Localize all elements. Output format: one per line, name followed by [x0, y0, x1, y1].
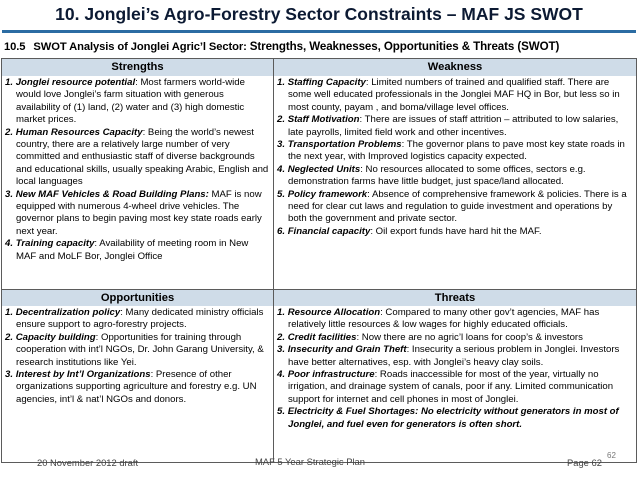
item-label: Transportation Problems — [287, 139, 402, 151]
title-divider — [2, 30, 636, 33]
item-number: 4. — [5, 238, 14, 250]
section-heading: Strengths, Weaknesses, Opportunities & Threats (SWOT) — [249, 40, 560, 53]
item-text: : Roads inaccessible for most of the year, virtually no irrigation, and drainage system of canals, poor if any. Limited communication support for internet and cell phones in most of Jonglei. — [288, 369, 614, 405]
item-text: : No electricity without generators in most of Jonglei, and fuel even for generators is often short. — [288, 406, 619, 430]
swot-item — [5, 127, 270, 189]
swot-item — [277, 139, 633, 164]
item-label: Training capacity — [15, 238, 95, 250]
item-number: 1. — [277, 307, 286, 318]
item-number: 1. — [277, 77, 286, 88]
item-text: : Opportunities for training through cooperation with int’l NGOs, Dr. John Garang University, & research institutions like Yei. — [16, 331, 264, 368]
threats-cell — [274, 306, 636, 462]
swot-item — [277, 164, 633, 189]
item-number: 4. — [277, 163, 286, 175]
item-label: Electricity & Fuel Shortages — [287, 406, 416, 418]
item-text: : Now there are no agric’l loans for coop’s & investors — [356, 331, 583, 343]
swot-item — [277, 406, 633, 431]
swot-header-row-bottom — [2, 289, 636, 306]
item-text: : Availability of meeting room in New MAF and MoLF Bor, Jonglei Office — [16, 238, 249, 262]
item-number: 3. — [5, 369, 14, 381]
item-text: : Presence of other organizations supporting agriculture and forestry e.g. UN agencies, int’l & nat’l NGOs and donors. — [16, 369, 257, 405]
section-subtitle — [4, 40, 636, 53]
swot-item — [277, 114, 633, 139]
item-text: : There are issues of staff attrition – attributed to low salaries, late payrolls, limited field work and other incentives. — [288, 114, 619, 138]
swot-body-row-top — [2, 76, 636, 289]
strengths-cell — [2, 76, 274, 289]
item-number: 3. — [277, 344, 286, 356]
swot-item — [5, 332, 270, 369]
opportunities-cell — [2, 306, 274, 462]
swot-item — [277, 307, 633, 332]
item-label: Decentralization policy — [15, 307, 121, 318]
swot-item — [5, 307, 270, 332]
item-label: Jonglei resource potential — [15, 77, 136, 88]
item-number: 3. — [277, 139, 286, 151]
item-text: : Being the world’s newest country, there are a relatively large number of very committed and enthusiastic staff of diverse backgrounds and educational skills, usually speaking Arabic, English and local languages — [16, 126, 269, 188]
page-number-marker: 62 — [607, 451, 616, 460]
item-text: : Insecurity a serious problem in Jonglei. Investors have better alternatives, esp. with Jonglei’s heavy clay soils. — [288, 344, 620, 368]
weakness-header: Weakness — [274, 59, 636, 76]
page-title: 10. Jonglei’s Agro-Forestry Sector Constraints – MAF JS SWOT — [55, 4, 583, 24]
swot-item — [277, 189, 633, 226]
item-number: 5. — [277, 188, 286, 200]
opportunities-header: Opportunities — [2, 289, 274, 306]
item-label: Financial capacity — [287, 225, 371, 237]
item-label: Staff Motivation — [287, 114, 360, 126]
item-text: : Limited numbers of trained and qualified staff. There are some well educated professionals in the Jonglei MAF HQ in Bor, but less so in most county, payam , and boma/village level offices. — [288, 77, 620, 113]
swot-item — [277, 369, 633, 406]
swot-item — [277, 226, 633, 238]
item-text: : Absence of comprehensive framework & policies. There is a need for clear cut laws and regulation to guide investment and operations by both the government and private sector. — [288, 188, 627, 225]
swot-item — [5, 369, 270, 406]
threats-header: Threats — [274, 289, 636, 306]
item-label: Interest by Int’l Organizations — [15, 369, 151, 381]
item-number: 4. — [277, 369, 286, 381]
item-label: Staffing Capacity — [287, 77, 366, 88]
swot-body-row-bottom — [2, 306, 636, 462]
item-text: MAF is now equipped with numerous 4-wheel drive vehicles. The governor plans to begin paving most key state roads early next year. — [16, 188, 262, 237]
item-number: 6. — [277, 225, 286, 237]
item-number: 2. — [5, 126, 14, 138]
item-label: Poor infrastructure — [287, 369, 375, 381]
item-text: : The governor plans to pave most key state roads in the next year, with Improved logistics capacity expected. — [288, 139, 625, 163]
swot-item — [277, 332, 633, 344]
item-number: 1. — [5, 77, 14, 88]
swot-item — [5, 77, 270, 127]
item-number: 2. — [277, 114, 286, 126]
weakness-cell — [274, 76, 636, 289]
item-text: : Compared to many other gov’t agencies, MAF has relatively little resources & low wages for highly educated officials. — [288, 307, 600, 331]
swot-item — [277, 77, 633, 114]
item-text: : No resources allocated to some offices, sectors e.g. demonstration farms have little budget, just space/land allocated. — [288, 163, 586, 188]
footer-plan-title: MAF 5 Year Strategic Plan — [255, 456, 365, 467]
item-label: Insecurity and Grain Theft — [287, 344, 407, 356]
item-number: 2. — [277, 331, 286, 343]
item-number: 3. — [5, 188, 14, 200]
item-label: Credit facilities — [287, 331, 357, 343]
footer-date: 20 November 2012 draft — [37, 457, 139, 468]
item-text: : Many dedicated ministry officials ensure support to agro-forestry projects. — [16, 307, 264, 331]
section-number: 10.5 — [4, 41, 26, 53]
strengths-header: Strengths — [2, 59, 274, 76]
swot-table — [1, 58, 637, 463]
footer-page-number: Page 62 — [567, 457, 602, 468]
item-label: Capacity building — [15, 331, 96, 343]
item-label: Resource Allocation — [287, 307, 381, 318]
item-text: : Oil export funds have hard hit the MAF. — [370, 225, 542, 237]
item-text: : Most farmers world-wide would love Jonglei’s farm situation with generous availability of (1) land, (2) water and (3) high domestic market prices. — [16, 77, 245, 126]
item-number: 5. — [277, 406, 286, 418]
swot-item — [5, 238, 270, 263]
swot-item — [5, 189, 270, 239]
item-label: Neglected Units — [287, 163, 361, 175]
item-label: New MAF Vehicles & Road Building Plans: — [15, 188, 209, 200]
item-number: 2. — [5, 331, 14, 343]
item-label: Policy framework — [287, 188, 368, 200]
swot-header-row-top — [2, 59, 636, 76]
section-intro: SWOT Analysis of Jonglei Agric’l Sector: — [33, 41, 247, 53]
item-label: Human Resources Capacity — [15, 126, 143, 138]
swot-item — [277, 344, 633, 369]
item-number: 1. — [5, 307, 14, 318]
